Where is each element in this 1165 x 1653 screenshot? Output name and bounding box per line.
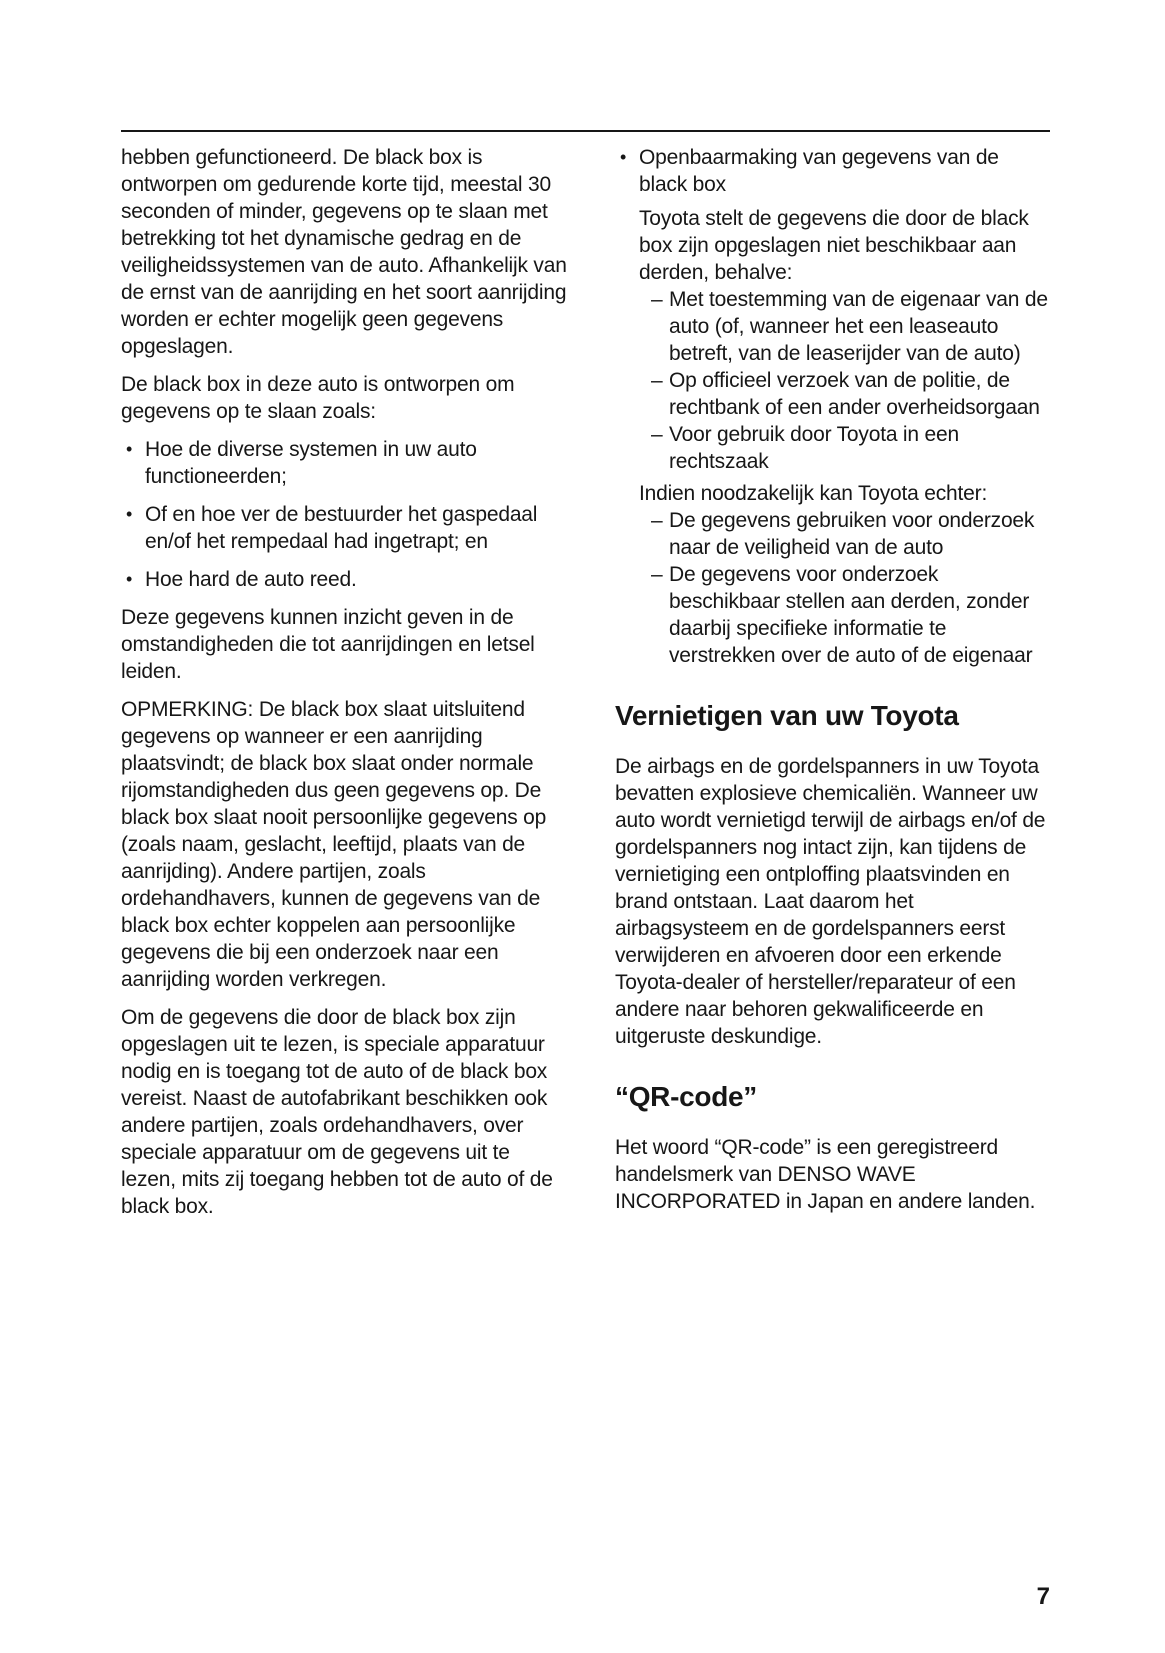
paragraph-insight: Deze gegevens kunnen inzicht geven in de omstandigheden die tot aanrijdingen en letsel leiden. [121, 606, 535, 683]
page-number: 7 [1036, 1583, 1050, 1610]
list-item [121, 501, 567, 555]
list-item-text: Hoe hard de auto reed. [145, 568, 357, 591]
section-heading-qr-code: “QR-code” [615, 1081, 757, 1112]
disclosure-body: Toyota stelt de gegevens die door de black box zijn opgeslagen niet beschikbaar aan derden, behalve: [639, 207, 1029, 284]
dash-item-text: Op officieel verzoek van de politie, de rechtbank of een ander overheidsorgaan [669, 369, 1040, 419]
dash-item [639, 561, 1052, 669]
list-item-text: Of en hoe ver de bestuurder het gaspedaal en/of het rempedaal had ingetrapt; en [145, 503, 538, 553]
dash-item-text: De gegevens gebruiken voor onderzoek naar de veiligheid van de auto [669, 509, 1035, 559]
dash-item-text: Met toestemming van de eigenaar van de auto (of, wanneer het een leaseauto betreft, van de leaserijder van de auto) [669, 288, 1048, 365]
dash-item-text: De gegevens voor onderzoek beschikbaar stellen aan derden, zonder daarbij specifieke informatie te verstrekken over de auto of de eigenaar [669, 563, 1033, 667]
paragraph-vernietigen: De airbags en de gordelspanners in uw Toyota bevatten explosieve chemicaliën. Wanneer uw auto wordt vernietigd terwijl de airbags en/of de gordelspanners nog intact zijn, kan tijdens de vernietiging een ontploffing plaatsvinden en brand ontstaan. Laat daarom het airbagsysteem en de gordelspanners eerst verwijderen en afvoeren door een erkende Toyota-dealer of hersteller/reparateur of een andere naar behoren gekwalificeerde en uitgeruste deskundige. [615, 755, 1046, 1048]
paragraph-qr-code: Het woord “QR-code” is een geregistreerd handelsmerk van DENSO WAVE INCORPORATED in Japan en andere landen. [615, 1136, 1036, 1213]
paragraph-blackbox-designed: De black box in deze auto is ontworpen om gegevens op te slaan zoals: [121, 373, 515, 423]
list-item-text: Hoe de diverse systemen in uw auto functioneerden; [145, 438, 477, 488]
dash-icon: – [651, 369, 663, 392]
disclosure-interlude: Indien noodzakelijk kan Toyota echter: [639, 482, 988, 505]
dash-icon: – [651, 563, 663, 586]
dash-item [639, 507, 1052, 561]
dash-icon: – [651, 509, 663, 532]
bullet-icon: • [126, 439, 133, 459]
disclosure-content [639, 144, 1052, 669]
list-item-disclosure [615, 144, 1052, 669]
top-rule [121, 130, 1050, 132]
left-column [121, 144, 567, 1220]
bullet-icon: • [620, 147, 627, 167]
list-item [121, 436, 567, 490]
bullet-icon: • [126, 569, 133, 589]
dash-icon: – [651, 423, 663, 446]
paragraph-readout: Om de gegevens die door de black box zijn opgeslagen uit te lezen, is speciale apparatuur nodig en is toegang tot de auto of de black box vereist. Naast de autofabrikant beschikken ook andere partijen, zoals ordehandhavers, over speciale apparatuur om de gegevens uit te lezen, mits zij toegang hebben tot de auto of de black box. [121, 1006, 553, 1218]
dash-item [639, 421, 1052, 475]
paragraph-blackbox-intro: hebben gefunctioneerd. De black box is ontworpen om gedurende korte tijd, meestal 30 seconden of minder, gegevens op te slaan met betrekking tot het dynamische gedrag en de veiligheidssystemen van de auto. Afhankelijk van de ernst van de aanrijding en het soort aanrijding worden er echter mogelijk geen gegevens opgeslagen. [121, 146, 567, 358]
disclosure-title: Openbaarmaking van gegevens van de black box [639, 146, 999, 196]
dash-icon: – [651, 288, 663, 311]
bullet-icon: • [126, 504, 133, 524]
paragraph-opmerking: OPMERKING: De black box slaat uitsluitend gegevens op wanneer er een aanrijding plaatsvindt; de black box slaat onder normale rijomstandigheden dus geen gegevens op. De black box slaat nooit persoonlijke gegevens op (zoals naam, geslacht, leeftijd, plaats van de aanrijding). Andere partijen, zoals ordehandhavers, kunnen de gegevens van de black box echter koppelen aan persoonlijke gegevens die bij een onderzoek naar een aanrijding worden verkregen. [121, 698, 547, 991]
dash-item [639, 286, 1052, 367]
right-column [615, 144, 1052, 1215]
dash-item [639, 367, 1052, 421]
section-heading-vernietigen: Vernietigen van uw Toyota [615, 700, 959, 731]
list-item [121, 566, 567, 593]
dash-item-text: Voor gebruik door Toyota in een rechtszaak [669, 423, 959, 473]
